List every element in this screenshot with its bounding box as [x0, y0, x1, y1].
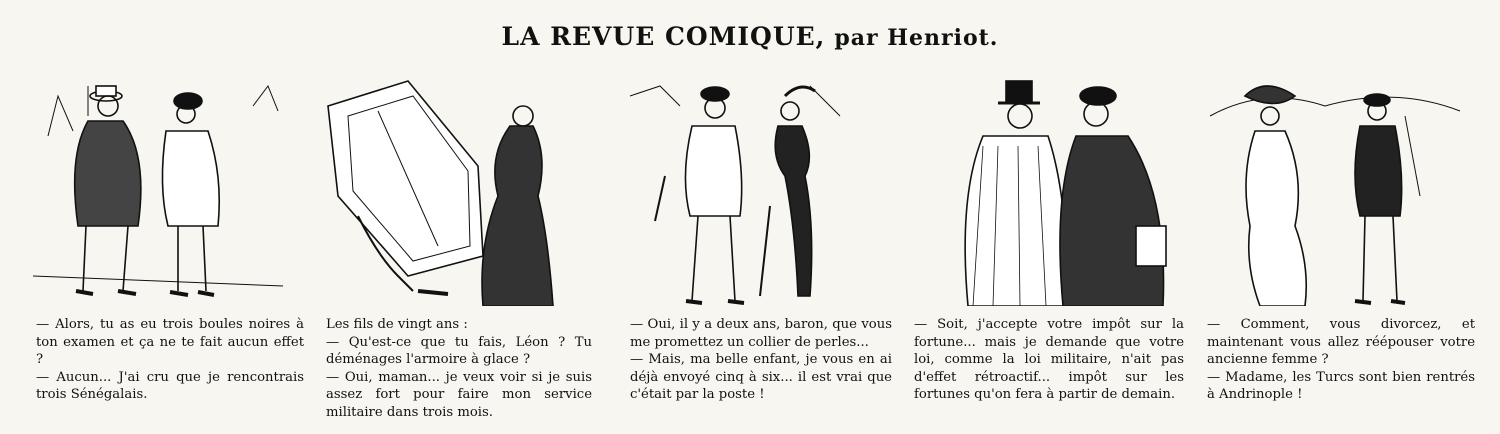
caption-1: [36, 316, 304, 404]
cartoon-panel-5: [1205, 76, 1467, 306]
dialogue-line: — Comment, vous divorcez, et maintenant vous allez réépouser votre ancienne femme ?: [1207, 317, 1475, 368]
cartoon-panel-3: [620, 76, 882, 306]
illustration-two-men-conversing-street: [28, 76, 290, 306]
dialogue-line: — Soit, j'accepte votre impôt sur la fortune... mais je demande que votre loi, comme la loi militaire, n'ait pas d'effet rétroactif... impôt sur les fortunes qu'on fera à partir de demain.: [914, 317, 1184, 403]
dialogue-line: — Oui, maman... je veux voir si je suis assez fort pour faire mon service militaire dans trois mois.: [326, 369, 592, 420]
illustration-baron-and-young-woman: [620, 76, 882, 306]
page-title: [0, 22, 1500, 51]
dialogue-line: — Qu'est-ce que tu fais, Léon ? Tu déménages l'armoire à glace ?: [326, 334, 592, 368]
title-byline: par Henriot.: [834, 25, 999, 51]
dialogue-line: — Mais, ma belle enfant, je vous en ai déjà envoyé cinq à six... il est vrai que c'était par la poste !: [630, 352, 892, 403]
title-main: LA REVUE COMIQUE,: [501, 22, 826, 51]
cartoon-panel-1: [28, 76, 290, 306]
illustration-man-carrying-wardrobe: [318, 76, 580, 306]
caption-3: [630, 316, 892, 404]
cartoon-panel-4: [928, 76, 1190, 306]
caption-4: [914, 316, 1184, 404]
caption-5: [1207, 316, 1475, 404]
dialogue-line: — Madame, les Turcs sont bien rentrés à Andrinople !: [1207, 369, 1475, 403]
cartoon-panel-2: [318, 76, 580, 306]
dialogue-line: — Aucun... J'ai cru que je rencontrais trois Sénégalais.: [36, 369, 304, 403]
dialogue-line: — Alors, tu as eu trois boules noires à ton examen et ça ne te fait aucun effet ?: [36, 317, 304, 368]
dialogue-line: — Oui, il y a deux ans, baron, que vous me promettez un collier de perles...: [630, 317, 892, 350]
caption-intro: Les fils de vingt ans :: [326, 317, 468, 332]
caption-2: [326, 316, 592, 422]
illustration-two-gentlemen-top-hats: [928, 76, 1190, 306]
illustration-woman-and-man-promenade: [1205, 76, 1467, 306]
